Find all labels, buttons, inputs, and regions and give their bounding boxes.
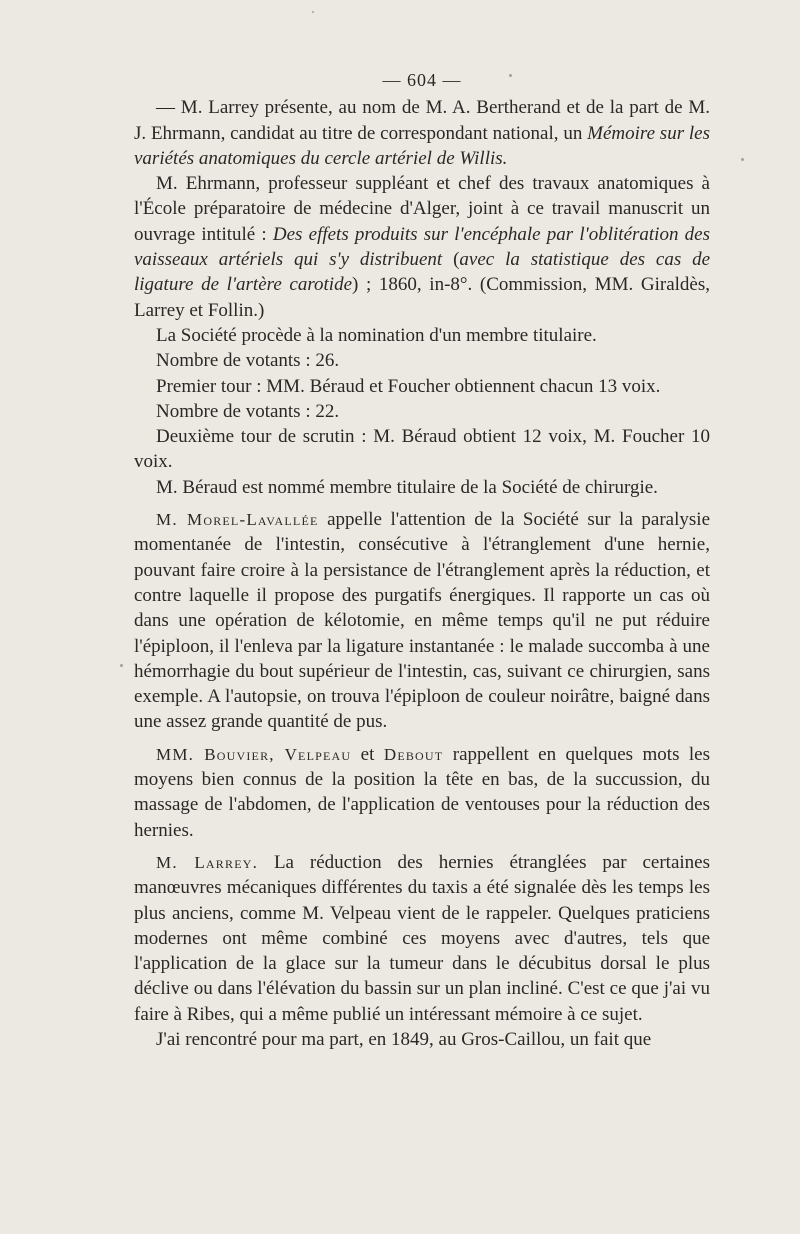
speech-text: appelle l'attention de la Société sur la paralysie momentanée de l'intestin, consécutive à l'étranglement d'une hernie, pouvant faire croire à la persistance de l'étranglement après la réduction, et contre laquelle il propose des purgatifs énergiques. Il rapporte un cas où dans une opération de kélotomie, en même temps qu'il ne put réduire l'épiploon, il l'enleva par la ligature instantanée : le malade succomba à une hémorrhagie du bout supérieur de l'intestin, cas, suivant ce chirurgien, sans exemple. A l'autopsie, on trouva l'épiploon de couleur noirâtre, baigné dans une assez grande quantité de pus. <box>134 509 710 733</box>
page-number: — 604 — <box>382 70 462 90</box>
page-body <box>134 68 710 1052</box>
scan-speck <box>312 11 314 13</box>
speech-larrey <box>134 850 710 1027</box>
speech-text: rappellent en quelques mots les moyens bien connus de la position la tête en bas, de la succussion, du massage de l'abdomen, de l'application de ventouses pour la réduction des hernies. <box>134 743 710 841</box>
speech-text: La réduction des hernies étranglées par certaines manœuvres mécaniques différentes du taxis a été signalée dès les temps les plus anciens, comme M. Velpeau vient de le rappeler. Quelques praticiens modernes ont même combiné ces moyens avec d'autres, tels que l'application de la glace sur la tumeur dans le décubitus dorsal le plus déclive ou dans l'élévation du bassin sur un plan incliné. C'est ce que j'ai vu faire à Ribes, qui a même publié un intéressant mémoire à ce sujet. <box>134 851 710 1025</box>
speech-bouvier-velpeau-debout <box>134 742 710 843</box>
paragraph-votes-2: Nombre de votants : 22. <box>156 400 340 422</box>
paragraph-second-round: Deuxième tour de scrutin : M. Béraud obtient 12 voix, M. Foucher 10 voix. <box>134 426 710 473</box>
paragraph-votes-1: Nombre de votants : 26. <box>156 350 340 372</box>
paragraph-text: — M. Larrey présente, au nom de M. A. Bertherand et de la part de M. J. Ehrmann, candidat au titre de correspondant national, un <box>134 97 710 144</box>
paragraph-text: ) ; 1860, in-8°. (Commission, MM. Giraldès, Larrey et Follin.) <box>134 274 710 321</box>
speaker-joiner: et <box>351 743 384 765</box>
paragraph-last-line: J'ai rencontré pour ma part, en 1849, au Gros-Caillou, un fait que <box>156 1028 652 1050</box>
paragraph-beraud-named: M. Béraud est nommé membre titulaire de la Société de chirurgie. <box>156 476 658 498</box>
scan-speck <box>509 74 512 77</box>
scan-speck <box>741 158 744 161</box>
paragraph-text: M. Ehrmann, professeur suppléant et chef des travaux anatomiques à l'École préparatoire de médecine d'Alger, joint à ce travail manuscrit un ouvrage intitulé : <box>134 173 710 245</box>
scan-speck <box>120 664 123 667</box>
paragraph-nomination: La Société procède à la nomination d'un membre titulaire. <box>156 324 597 346</box>
speaker-name: M. Morel-Lavallée <box>156 510 319 530</box>
paragraph-first-round: Premier tour : MM. Béraud et Foucher obtiennent chacun 13 voix. <box>156 375 661 397</box>
paragraph-larrey-presents <box>134 95 710 171</box>
speaker-name: MM. Bouvier, Velpeau <box>156 744 352 764</box>
speaker-name: M. Larrey. <box>156 852 259 872</box>
book-title: Des effets produits sur l'encéphale par l'oblitération des vaisseaux artériels qui s'y distribuent <box>134 223 710 271</box>
book-subtitle: avec la statistique des cas de ligature de l'artère carotide <box>134 249 711 296</box>
memoir-title: Mémoire sur les variétés anatomiques du cercle artériel de Willis. <box>134 122 710 169</box>
paragraph-text: ( <box>442 249 460 271</box>
speech-morel-lavallee <box>134 507 710 735</box>
speaker-name-2: Debout <box>383 744 444 764</box>
paragraph-ehrmann <box>134 171 710 323</box>
